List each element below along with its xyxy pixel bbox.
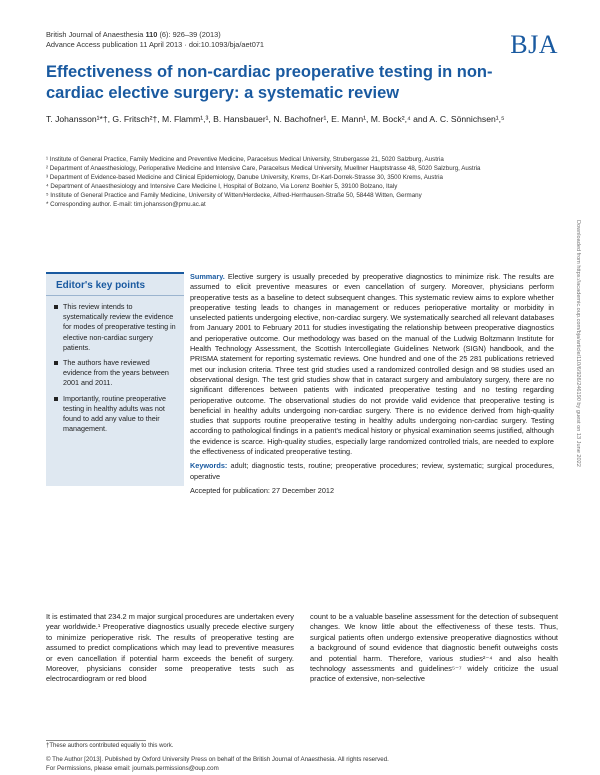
journal-name: British Journal of Anaesthesia	[46, 30, 144, 39]
footnote: †These authors contributed equally to this work.	[46, 743, 174, 749]
permissions-line[interactable]: For Permissions, please email: journals.permissions@oup.com	[46, 764, 219, 772]
journal-header	[46, 30, 264, 50]
article-title: Effectiveness of non-cardiac preoperative testing in non-cardiac elective surgery: a systematic review	[46, 63, 493, 102]
abstract	[190, 272, 554, 496]
copyright-block	[46, 756, 566, 773]
body-column-right: count to be a valuable baseline assessment for the detection of subsequent changes. We know little about the effectiveness of these tests. Thus, surgical patients often undergo extensive preoperative diagnostics without a background of sound evidence that diagnostic benefit outweighs costs and potential harm. Therefore, various studies²⁻⁴ and also health technology assessments and guidelines⁵⁻⁷ widely criticize the usual practice of extensive, non-selective	[310, 612, 558, 684]
key-point: The authors have reviewed evidence from the years between 2001 and 2011.	[54, 358, 178, 389]
author-list: T. Johansson¹*†, G. Fritsch²†, M. Flamm¹,³, B. Hansbauer¹, N. Bachofner¹, E. Mann¹, M. Bock²,⁴ and A. C. Sönnichsen¹,⁵	[46, 114, 505, 124]
journal-volume: 110	[145, 30, 158, 39]
body-column-left: It is estimated that 234.2 m major surgical procedures are undertaken every year worldwide.¹ Preoperative diagnostics usually precede elective surgery to minimize perioperative risk. The results of preoperative testing are assumed to predict complications which may lead to preventive measures or even cancellation if potential harm exceeds the benefit of surgery. Moreover, physicians consider some preoperative tests such as electrocardiogram or red blood	[46, 612, 294, 684]
editors-key-points-box	[46, 272, 184, 486]
copyright-line: © The Author [2013]. Published by Oxford University Press on behalf of the British Journal of Anaesthesia. All rights reserved.	[46, 756, 389, 763]
key-point: This review intends to systematically review the evidence for modes of preoperative testing in elective non-cardiac surgery patients.	[54, 302, 178, 353]
keywords	[190, 461, 554, 482]
key-point: Importantly, routine preoperative testing in healthy adults was not found to add any value to their management.	[54, 394, 178, 435]
key-points-list	[46, 302, 184, 434]
keywords-text: adult; diagnostic tests, routine; preoperative procedures; review, systematic; surgical procedures, operative	[190, 461, 554, 481]
affiliation: ⁵ Institute of General Practice and Family Medicine, University of Witten/Herdecke, Alfred-Herrhausen-Straße 50, 58448 Witten, Germany	[46, 191, 422, 199]
affiliation: ² Department of Anaesthesiology, Perioperative Medicine and Intensive Care, Paracelsus Medical University, Muellner Hauptstrasse 48, 5020 Salzburg, Austria	[46, 164, 481, 172]
summary-text: Elective surgery is usually preceded by preoperative diagnostics to minimize risk. The results are assumed to elicit preventive measures or even cancellation of surgery. Moreover, physicians perform preoperative tests as a baseline to detect subsequent changes. This systematic review aims to explore whether preoperative testing leads to changes in management or reduces perioperative mortality or morbidity in unselected patients undergoing elective, non-cardiac surgery. We systematically searched all relevant databases from January 2001 to February 2011 for studies investigating the relationship between preoperative diagnostics and perioperative outcome. Our methodology was based on the manual of the Ludwig Boltzmann Institute for Health Technology Assessment, the Scottish Intercollegiate Guidelines Network (SIGN) handbook, and the PRISMA statement for reporting systematic reviews. One hundred and one of the 25 281 publications retrieved met our inclusion criteria. Three test grid studies used a randomized controlled design and 98 studies used an observational design. The test grid studies show that in cataract surgery and ambulatory surgery, there are no significant differences between patients with indicated preoperative testing and no testing regarding perioperative outcome. The observational studies do not provide valid evidence that preoperative testing is beneficial in healthy adults undergoing non-cardiac surgery. There is no evidence derived from high-quality studies that supports routine preoperative testing in healthy adults undergoing non-cardiac surgery. Testing according to pathological findings in a patient's medical history or physical examination seems justified, although the evidence is scarce. High-quality studies, especially large randomized controlled trials, are needed to explore the effectiveness of indicated preoperative testing.	[190, 272, 554, 457]
key-points-heading: Editor's key points	[46, 274, 184, 296]
corresponding-author[interactable]: * Corresponding author. E-mail: tim.johansson@pmu.ac.at	[46, 200, 206, 208]
affiliation: ⁴ Department of Anaesthesiology and Intensive Care Medicine I, Hospital of Bolzano, Via Lorenz Boehler 5, 39100 Bolzano, Italy	[46, 182, 398, 190]
affiliation: ³ Department of Evidence-based Medicine and Clinical Epidemiology, Danube University, Krems, Dr-Karl-Dorrek-Strasse 30, 3500 Krems, Austria	[46, 173, 443, 181]
keywords-label: Keywords:	[190, 461, 228, 471]
download-note: Downloaded from https://academic.oup.com/bja/article/110/6/926/246190 by guest on 13 June 2022	[575, 220, 581, 467]
summary-label: Summary.	[190, 272, 225, 281]
accepted-date: Accepted for publication: 27 December 2012	[190, 485, 334, 495]
summary-paragraph	[190, 272, 554, 457]
journal-issue: (6): 926–39 (2013)	[159, 30, 221, 39]
affiliations	[46, 156, 556, 209]
download-watermark	[573, 220, 583, 630]
footnote-divider	[46, 740, 146, 741]
journal-logo: BJA	[510, 30, 558, 59]
advance-access-line[interactable]: Advance Access publication 11 April 2013 · doi:10.1093/bja/aet071	[46, 40, 265, 49]
affiliation: ¹ Institute of General Practice, Family Medicine and Preventive Medicine, Paracelsus Medical University, Strubergasse 21, 5020 Salzburg, Austria	[46, 156, 444, 163]
